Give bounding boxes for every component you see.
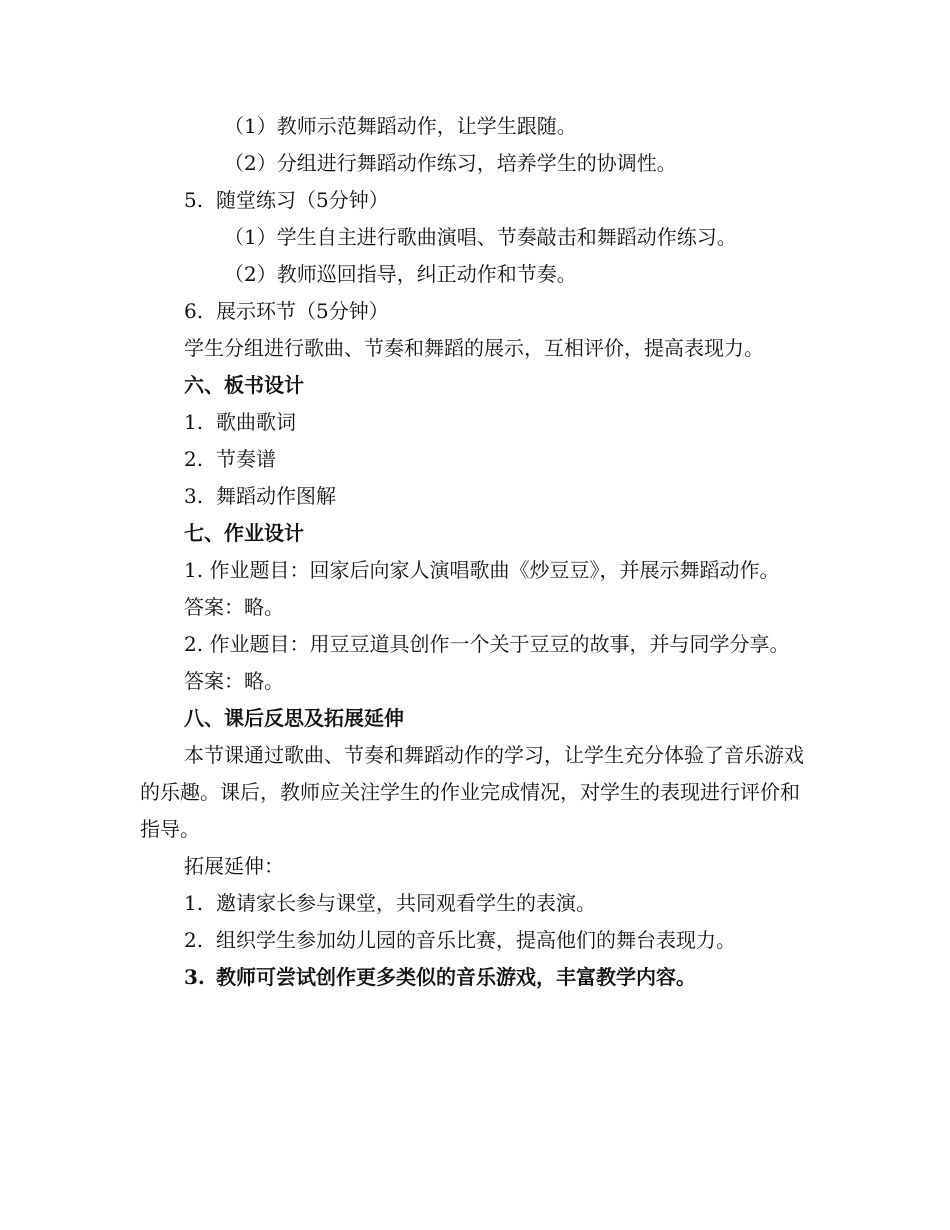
- extension-item-2: [140, 922, 810, 959]
- board-item-1-text: 歌曲歌词: [216, 410, 296, 434]
- step-5: [140, 182, 810, 219]
- homework-1: 1. 作业题目：回家后向家人演唱歌曲《炒豆豆》，并展示舞蹈动作。: [184, 558, 780, 582]
- document-body: [140, 108, 810, 996]
- homework-2-answer: 答案：略。: [184, 669, 284, 693]
- step-6-number: 6.: [184, 299, 204, 323]
- step-6: [140, 293, 810, 330]
- step-5-number: 5.: [184, 188, 204, 212]
- board-item-2: [140, 441, 810, 478]
- reflection-paragraph: 本节课通过歌曲、节奏和舞蹈动作的学习，让学生充分体验了音乐游戏的乐趣。课后，教师应关注学生的作业完成情况，对学生的表现进行评价和指导。: [140, 743, 804, 841]
- board-item-3: [140, 478, 810, 515]
- step-4-sub-1: （1）教师示范舞蹈动作，让学生跟随。: [224, 114, 577, 138]
- extension-item-3: [140, 959, 810, 996]
- step-6-paragraph: 学生分组进行歌曲、节奏和舞蹈的展示，互相评价，提高表现力。: [184, 336, 764, 360]
- extension-item-2-number: 2.: [184, 928, 204, 952]
- extension-item-3-text: 教师可尝试创作更多类似的音乐游戏，丰富教学内容。: [216, 965, 696, 989]
- homework-1-answer: 答案：略。: [184, 595, 284, 619]
- extension-label: 拓展延伸：: [184, 854, 284, 878]
- step-5-text: 随堂练习（5分钟）: [216, 188, 389, 212]
- board-item-1-number: 1.: [184, 410, 204, 434]
- board-item-1: [140, 404, 810, 441]
- board-item-2-number: 2.: [184, 447, 204, 471]
- extension-item-2-text: 组织学生参加幼儿园的音乐比赛，提高他们的舞台表现力。: [216, 928, 736, 952]
- step-5-sub-2: （2）教师巡回指导，纠正动作和节奏。: [224, 262, 577, 286]
- section-8-heading: 八、课后反思及拓展延伸: [184, 706, 404, 730]
- extension-item-1-text: 邀请家长参与课堂，共同观看学生的表演。: [216, 891, 596, 915]
- homework-2: 2. 作业题目：用豆豆道具创作一个关于豆豆的故事，并与同学分享。: [184, 632, 790, 656]
- section-6-heading: 六、板书设计: [184, 373, 304, 397]
- step-5-sub-1: （1）学生自主进行歌曲演唱、节奏敲击和舞蹈动作练习。: [224, 225, 737, 249]
- extension-item-3-number: 3.: [184, 965, 205, 989]
- extension-item-1: [140, 885, 810, 922]
- section-7-heading: 七、作业设计: [184, 521, 304, 545]
- extension-item-1-number: 1.: [184, 891, 204, 915]
- step-6-text: 展示环节（5分钟）: [216, 299, 389, 323]
- board-item-2-text: 节奏谱: [216, 447, 276, 471]
- step-4-sub-2: （2）分组进行舞蹈动作练习，培养学生的协调性。: [224, 151, 677, 175]
- board-item-3-text: 舞蹈动作图解: [216, 484, 336, 508]
- board-item-3-number: 3.: [184, 484, 204, 508]
